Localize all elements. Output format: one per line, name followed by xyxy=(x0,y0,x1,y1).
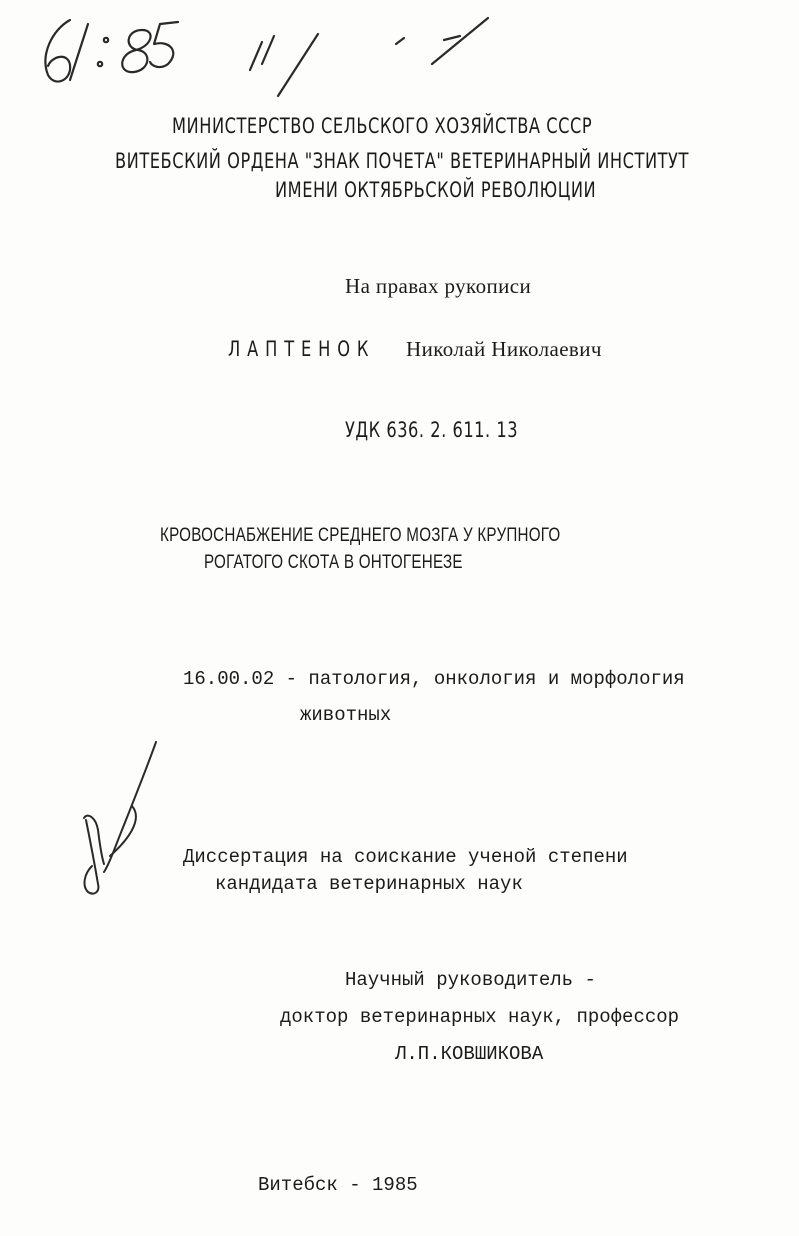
supervisor-label: Научный руководитель - xyxy=(345,969,596,991)
institute-header-line-2: ИМЕНИ ОКТЯБРЬСКОЙ РЕВОЛЮЦИИ xyxy=(275,178,597,202)
place-and-year: Витебск - 1985 xyxy=(258,1174,418,1196)
specialty-line-1: 16.00.02 - патология, онкология и морфология xyxy=(183,668,685,690)
manuscript-rights-note: На правах рукописи xyxy=(345,274,532,298)
degree-line-2: кандидата ветеринарных наук xyxy=(215,873,523,895)
institute-header-line-1: ВИТЕБСКИЙ ОРДЕНА "ЗНАК ПОЧЕТА" ВЕТЕРИНАРНЫЙ ИНСТИТУТ xyxy=(115,149,689,173)
author-given-names: Николай Николаевич xyxy=(406,337,602,361)
supervisor-name: Л.П.КОВШИКОВА xyxy=(395,1043,544,1065)
supervisor-degree: доктор ветеринарных наук, профессор xyxy=(280,1006,680,1028)
dissertation-title-line-1: КРОВОСНАБЖЕНИЕ СРЕДНЕГО МОЗГА У КРУПНОГО xyxy=(160,525,561,546)
dissertation-title-line-2: РОГАТОГО СКОТА В ОНТОГЕНЕЗЕ xyxy=(204,552,463,573)
degree-line-1: Диссертация на соискание ученой степени xyxy=(183,846,628,868)
specialty-line-2: животных xyxy=(300,704,392,726)
udc-code: УДК 636. 2. 611. 13 xyxy=(345,418,519,442)
author-surname: ЛАПТЕНОК xyxy=(228,337,376,361)
ministry-header: МИНИСТЕРСТВО СЕЛЬСКОГО ХОЗЯЙСТВА СССР xyxy=(172,114,593,138)
